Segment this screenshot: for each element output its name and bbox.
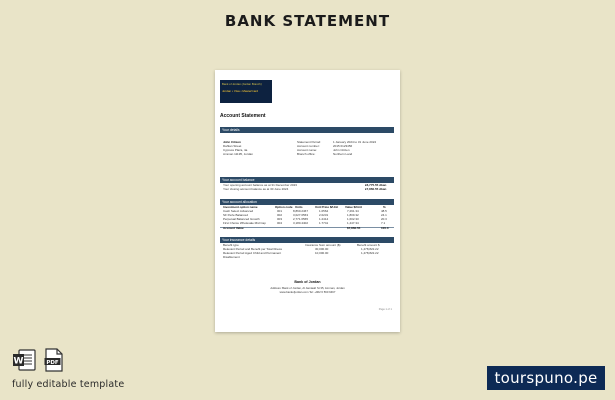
table-cell: 8,860.2467 [293, 209, 309, 213]
logo-subtext: Jordan • Visa • MasterCard [222, 88, 259, 93]
column-header: Units [295, 205, 303, 209]
page-number: Page 1 of 1 [378, 308, 392, 311]
column-header: Value $/Unit [345, 205, 363, 209]
table-cell: 7,291.34 [347, 209, 359, 213]
table-cell: Account Value [223, 226, 244, 230]
column-header: Investment option name [223, 205, 258, 209]
column-header: Option code [275, 205, 293, 209]
table-cell: First Choice Wholesale Mid Cap [223, 221, 266, 225]
table-cell: Relevant Period and Benefit per Total Illness [223, 247, 282, 251]
table-cell: 24.1 [381, 213, 387, 217]
address-line: Amman 11195, Jordan [223, 152, 253, 156]
editable-template-caption: fully editable template [12, 379, 125, 390]
table-cell: 002 [277, 213, 283, 217]
table-cell: 1,478,822.22 [361, 247, 379, 251]
table-cell: 1,478,822.22 [361, 251, 379, 255]
table-cell: 10,000.00 [315, 251, 329, 255]
table-cell: 1,602.33 [347, 217, 359, 221]
table-cell: 3,180.4402 [293, 221, 309, 225]
table-cell: SF Perle Balanced [223, 213, 249, 217]
balance-label: Your opening account balance as at 31 December 2023 [223, 183, 297, 187]
table-cell: Perpetual Balanced Growth [223, 217, 260, 221]
statement-document [215, 70, 400, 332]
balance-value: £7,860.55 dban [365, 187, 387, 191]
table-cell: Benefit type [223, 243, 239, 247]
page-title: BANK STATEMENT [224, 12, 391, 30]
logo-text: Bank of Jordan (Jordan Branch) [222, 82, 262, 86]
table-cell: 7.1 [381, 221, 386, 225]
bank-logo [220, 80, 272, 103]
table-cell: 48.5 [381, 209, 387, 213]
footer-contact: www.bankofjordan.com Tel: +962 6 560 9467 [279, 290, 336, 294]
detail-label: Statement Period: [297, 140, 322, 144]
word-icon [12, 348, 36, 372]
detail-value: John Citizen [333, 148, 350, 152]
document-title: Account Statement [220, 113, 266, 119]
pdf-icon [44, 348, 64, 372]
balance-label: Your closing account balance as at 30 June 2024 [223, 187, 289, 191]
table-cell: 1.2414 [319, 217, 329, 221]
file-format-icons [12, 348, 68, 374]
detail-label: Account name: [297, 148, 318, 152]
footer-address: Address: Bank of Jordan, Al Jamiaah St 35, Amman, Jordan [270, 286, 345, 290]
table-cell: 2,771.6565 [293, 217, 309, 221]
table-cell: $7,860.55 [347, 226, 361, 230]
section-insurance: Your insurance details [220, 237, 394, 243]
table-cell: 004 [277, 221, 283, 225]
customer-name: John Citizen [223, 140, 241, 144]
detail-value: 1 January 2024 to 31 June 2024 [333, 140, 377, 144]
table-cell: 3,027.0563 [293, 213, 309, 217]
table-cell: 1.7741 [319, 221, 329, 225]
section-account-balance: Your account balance [220, 177, 394, 183]
detail-label: Branch office: [297, 152, 316, 156]
word-letter: W [13, 356, 24, 367]
table-cell: 001 [277, 209, 283, 213]
pdf-label: PDF [46, 359, 59, 366]
column-header: Insurance Sum amount ($) [305, 243, 341, 247]
column-header: Unit Price $/Unit [315, 205, 339, 209]
table-cell: 1,809.32 [347, 213, 359, 217]
table-cell: 100.0 [381, 226, 389, 230]
balance-value: £6,775.55 dban [365, 183, 387, 187]
table-cell: Cash Select Advanced [223, 209, 254, 213]
table-cell: 2.0231 [319, 213, 329, 217]
table-cell: 1.0564 [319, 209, 329, 213]
table-cell: 30,000.00 [315, 247, 329, 251]
table-cell: 20.3 [381, 217, 387, 221]
address-line: Cypress Plaza, 4a [223, 148, 248, 152]
address-line: Dahlan Street [223, 144, 242, 148]
detail-value: 2015 0123456 [333, 144, 353, 148]
detail-label: Account number: [297, 144, 320, 148]
section-allocation: Your account allocation [220, 199, 394, 205]
footer-bank-name: Bank of Jordan [294, 280, 321, 284]
divider [220, 227, 394, 228]
detail-value: Northern Land [333, 152, 353, 156]
column-header: % [383, 205, 386, 209]
section-your-details: Your details [220, 127, 394, 133]
table-cell: 003 [277, 217, 283, 221]
table-cell: Benefit amount $ [357, 243, 380, 247]
table-cell: 1,447.34 [347, 221, 359, 225]
table-cell: Relevant Period Aged Child and Permanent [223, 251, 282, 255]
table-cell: Disablement [223, 255, 240, 259]
brand-badge: tourspuno.pe [487, 366, 605, 390]
